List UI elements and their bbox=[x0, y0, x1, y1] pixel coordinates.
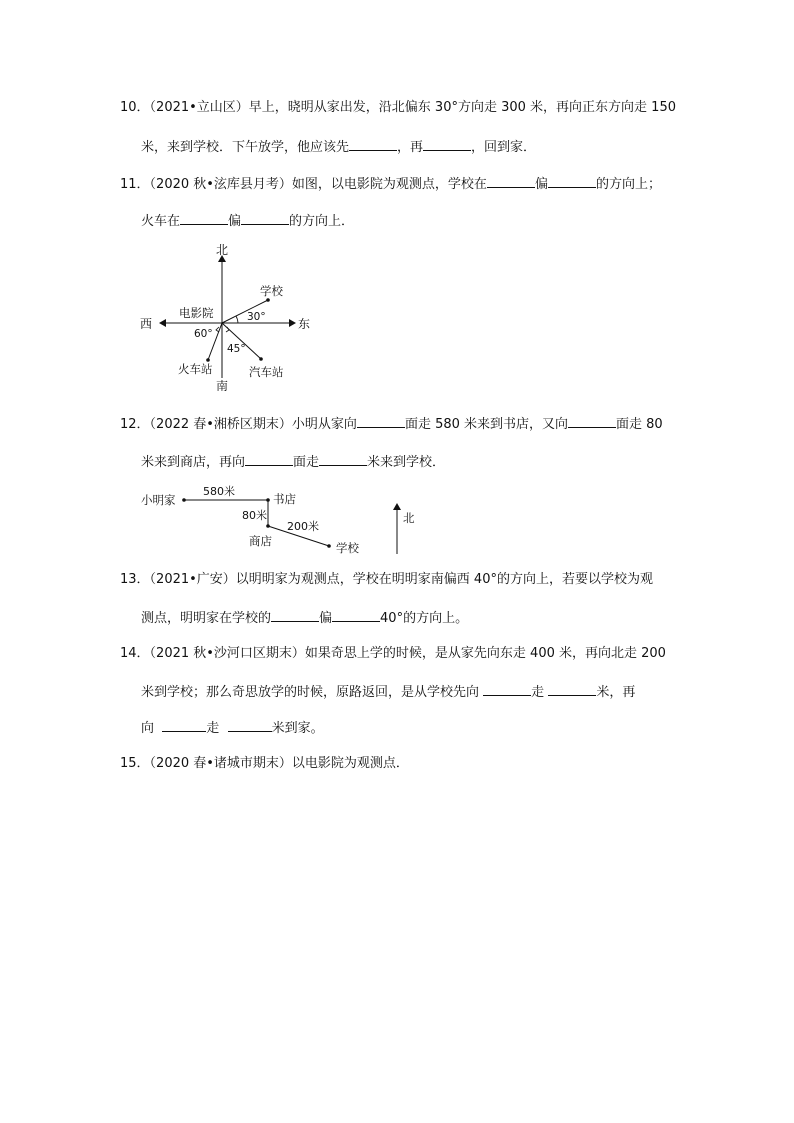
label-north: 北 bbox=[216, 243, 229, 257]
q11-text-d: 火车在 bbox=[141, 214, 181, 229]
shop-point bbox=[266, 524, 270, 528]
q13-text-a: 测点，明明家在学校的 bbox=[141, 611, 272, 626]
q12-text-d: 米来到商店，再向 bbox=[141, 455, 246, 470]
home-point bbox=[182, 498, 186, 502]
q10-text-a: 米，来到学校．下午放学，他应该先 bbox=[141, 140, 350, 155]
q12-blank-3 bbox=[245, 451, 293, 466]
q14-text-e: 走 bbox=[206, 721, 220, 736]
bookstore-point bbox=[266, 498, 270, 502]
label-school: 学校 bbox=[260, 284, 283, 298]
q11-text-c: 的方向上； bbox=[595, 177, 661, 192]
label-south: 南 bbox=[216, 379, 229, 393]
school-point bbox=[266, 298, 270, 302]
route-diagram bbox=[138, 480, 418, 560]
q14-text-b: 走 bbox=[531, 685, 545, 700]
q10-text-c: ，回到家． bbox=[471, 140, 537, 155]
angle-mark-train bbox=[216, 327, 219, 332]
q13-blank-2 bbox=[332, 607, 380, 622]
q13-text-b: 偏 bbox=[319, 611, 333, 626]
q13-line2 bbox=[141, 607, 468, 628]
q14-text-d: 向 bbox=[141, 721, 155, 736]
q13-line1: 13．（2021•广安）以明明家为观测点，学校在明明家南偏西 40°的方向上，若要以学校为观 bbox=[120, 572, 653, 587]
q12-blank-2 bbox=[568, 413, 616, 428]
q12-blank-4 bbox=[319, 451, 367, 466]
q12-text-f: 米来到学校． bbox=[367, 455, 446, 470]
q12-blank-1 bbox=[357, 413, 405, 428]
q10-line2 bbox=[141, 136, 536, 157]
label-west: 西 bbox=[140, 317, 153, 331]
q11-blank-2 bbox=[548, 173, 596, 188]
q12-text-e: 面走 bbox=[293, 455, 320, 470]
q11-text-a: 11．（2020 秋•泫库县月考）如图，以电影院为观测点，学校在 bbox=[120, 177, 487, 192]
label-200m: 200米 bbox=[287, 520, 319, 533]
label-shop: 商店 bbox=[249, 534, 272, 548]
label-school: 学校 bbox=[336, 541, 359, 555]
q12-text-b: 面走 580 米来到书店，又向 bbox=[404, 417, 569, 432]
q12-line2 bbox=[141, 451, 445, 472]
label-angle-30: 30° bbox=[247, 311, 266, 323]
label-bookstore: 书店 bbox=[273, 492, 296, 506]
q15-line1: 15．（2020 春•诸城市期末）以电影院为观测点． bbox=[120, 756, 409, 771]
label-east: 东 bbox=[298, 317, 311, 331]
q14-line3 bbox=[141, 717, 324, 738]
label-train-station: 火车站 bbox=[178, 362, 213, 376]
label-angle-45: 45° bbox=[227, 343, 246, 355]
label-north: 北 bbox=[403, 511, 415, 525]
label-cinema: 电影院 bbox=[179, 306, 214, 320]
bus-point bbox=[259, 357, 263, 361]
q10-blank-1 bbox=[349, 136, 397, 151]
q12-text-c: 面走 80 bbox=[616, 417, 663, 432]
q11-text-e: 偏 bbox=[228, 214, 242, 229]
q14-text-a: 米到学校；那么奇思放学的时候，原路返回，是从学校先向 bbox=[141, 685, 480, 700]
q12-line1 bbox=[120, 413, 663, 434]
q10-blank-2 bbox=[423, 136, 471, 151]
q14-text-f: 米到家。 bbox=[271, 721, 324, 736]
q14-text-c: 米，再 bbox=[596, 685, 636, 700]
label-bus-station: 汽车站 bbox=[249, 365, 284, 379]
label-home: 小明家 bbox=[141, 493, 176, 507]
q11-text-b: 偏 bbox=[534, 177, 548, 192]
q11-line1 bbox=[120, 173, 661, 194]
q11-text-f: 的方向上． bbox=[289, 214, 355, 229]
q12-text-a: 12．（2022 春•湘桥区期末）小明从家向 bbox=[120, 417, 357, 432]
angle-arc-school bbox=[236, 316, 238, 323]
label-80m: 80米 bbox=[242, 509, 267, 522]
q14-line1: 14．（2021 秋•沙河口区期末）如果奇思上学的时候，是从家先向东走 400 米，再向北走 200 bbox=[120, 646, 666, 661]
q14-blank-4 bbox=[228, 717, 272, 732]
q10-line1: 10．（2021•立山区）早上，晓明从家出发，沿北偏东 30°方向走 300 米，再向正东方向走 150 bbox=[120, 100, 676, 115]
q14-line2 bbox=[141, 681, 635, 702]
label-580m: 580米 bbox=[203, 485, 235, 498]
q14-blank-3 bbox=[162, 717, 206, 732]
direction-diagram-cinema bbox=[130, 238, 320, 393]
q14-blank-1 bbox=[483, 681, 531, 696]
label-angle-60: 60° bbox=[194, 328, 213, 340]
q13-text-c: 40°的方向上。 bbox=[380, 611, 469, 626]
q11-blank-1 bbox=[487, 173, 535, 188]
q11-line2 bbox=[141, 210, 354, 231]
school-point bbox=[327, 544, 331, 548]
q14-blank-2 bbox=[548, 681, 596, 696]
q10-text-b: ，再 bbox=[397, 140, 424, 155]
q11-blank-3 bbox=[180, 210, 228, 225]
q13-blank-1 bbox=[271, 607, 319, 622]
q11-blank-4 bbox=[241, 210, 289, 225]
